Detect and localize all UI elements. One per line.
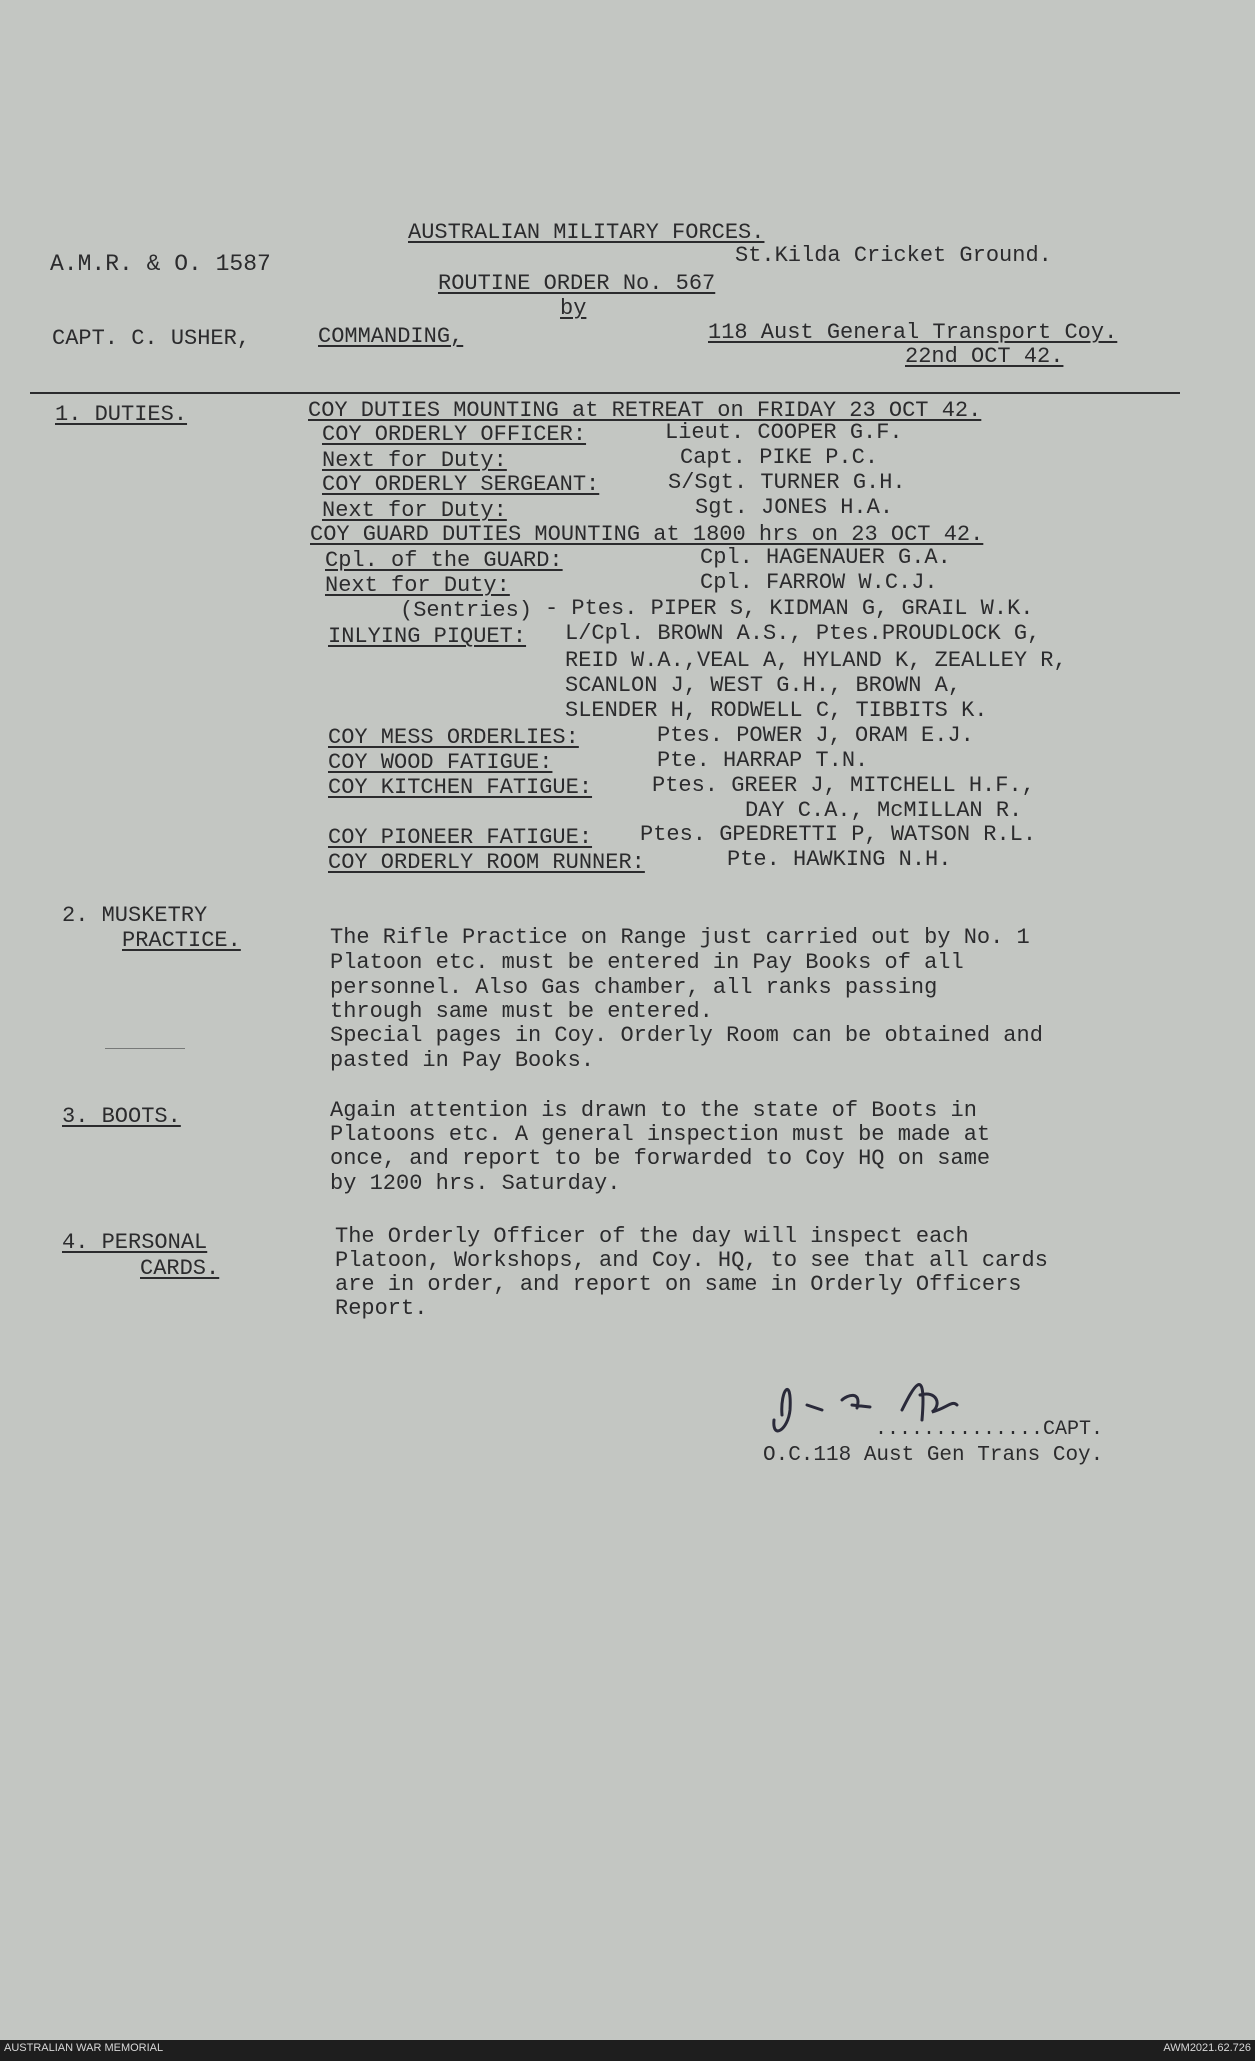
duties-value-18: Ptes. GPEDRETTI P, WATSON R.L.	[640, 822, 1037, 847]
location: St.Kilda Cricket Ground.	[735, 243, 1052, 268]
duties-value-10: L/Cpl. BROWN A.S., Ptes.PROUDLOCK G,	[565, 621, 1041, 646]
duties-label-16: COY KITCHEN FATIGUE:	[328, 775, 593, 800]
boots-line-1: Again attention is drawn to the state of Boots in	[330, 1098, 977, 1123]
duties-value-9: - Ptes. PIPER S, KIDMAN G, GRAIL W.K.	[545, 596, 1034, 621]
duties-label-10: INLYING PIQUET:	[328, 624, 527, 649]
organisation-title: AUSTRALIAN MILITARY FORCES.	[408, 220, 765, 245]
duties-value-7: Cpl. HAGENAUER G.A.	[700, 545, 951, 570]
duties-label-4: COY ORDERLY SERGEANT:	[322, 472, 600, 497]
musketry-line-4: through same must be entered.	[330, 999, 713, 1024]
duties-label-5: Next for Duty:	[322, 498, 507, 523]
duties-label-14: COY MESS ORDERLIES:	[328, 725, 579, 750]
musketry-line-3: personnel. Also Gas chamber, all ranks passing	[330, 975, 938, 1000]
duties-label-15: COY WOOD FATIGUE:	[328, 750, 553, 775]
captain-name: CAPT. C. USHER,	[52, 326, 251, 351]
duties-label-7: Cpl. of the GUARD:	[325, 548, 563, 573]
duties-value-13: SLENDER H, RODWELL C, TIBBITS K.	[565, 698, 988, 723]
duties-label-18: COY PIONEER FATIGUE:	[328, 825, 593, 850]
commanding-label: COMMANDING,	[318, 324, 464, 349]
duties-label-8: Next for Duty:	[325, 573, 510, 598]
duties-value-17: DAY C.A., McMILLAN R.	[745, 798, 1023, 823]
musketry-line-6: pasted in Pay Books.	[330, 1048, 595, 1073]
duties-label-19: COY ORDERLY ROOM RUNNER:	[328, 850, 645, 875]
erased-mark	[105, 1048, 185, 1049]
cards-line-2: Platoon, Workshops, and Coy. HQ, to see that all cards	[335, 1248, 1048, 1273]
duties-value-19: Pte. HAWKING N.H.	[727, 847, 952, 872]
section-musketry-heading-2: PRACTICE.	[122, 928, 241, 953]
duties-value-11: REID W.A.,VEAL A, HYLAND K, ZEALLEY R,	[565, 648, 1067, 673]
signature-dots-capt: ..............CAPT.	[875, 1418, 1104, 1441]
duties-value-14: Ptes. POWER J, ORAM E.J.	[657, 723, 974, 748]
order-date: 22nd OCT 42.	[905, 344, 1064, 369]
amr-reference: A.M.R. & O. 1587	[50, 251, 271, 277]
oc-signature-line: O.C.118 Aust Gen Trans Coy.	[763, 1444, 1104, 1467]
duties-label-9: (Sentries)	[400, 598, 533, 623]
duties-line-6: COY GUARD DUTIES MOUNTING at 1800 hrs on 23 OCT 42.	[310, 522, 984, 547]
duties-value-12: SCANLON J, WEST G.H., BROWN A,	[565, 673, 962, 698]
duties-line-1: COY DUTIES MOUNTING at RETREAT on FRIDAY 23 OCT 42.	[308, 398, 982, 423]
cards-line-3: are in order, and report on same in Orderly Officers	[335, 1272, 1022, 1297]
order-number: ROUTINE ORDER No. 567	[438, 271, 716, 296]
section-duties-heading: 1. DUTIES.	[55, 402, 188, 427]
cards-line-4: Report.	[335, 1296, 428, 1321]
section-boots-heading: 3. BOOTS.	[62, 1104, 181, 1129]
duties-label-2: COY ORDERLY OFFICER:	[322, 422, 587, 447]
footer-archive-name: AUSTRALIAN WAR MEMORIAL	[4, 2042, 164, 2054]
by-word: by	[560, 296, 587, 321]
section-musketry-heading: 2. MUSKETRY	[62, 903, 208, 928]
boots-line-4: by 1200 hrs. Saturday.	[330, 1171, 621, 1196]
musketry-line-5: Special pages in Coy. Orderly Room can be obtained and	[330, 1023, 1043, 1048]
duties-value-16: Ptes. GREER J, MITCHELL H.F.,	[652, 773, 1035, 798]
duties-value-15: Pte. HARRAP T.N.	[657, 748, 869, 773]
header-rule	[30, 392, 1180, 394]
section-cards-heading: 4. PERSONAL	[62, 1230, 208, 1255]
duties-label-3: Next for Duty:	[322, 448, 507, 473]
boots-line-2: Platoons etc. A general inspection must be made at	[330, 1122, 991, 1147]
duties-value-2: Lieut. COOPER G.F.	[665, 420, 903, 445]
footer-accession-number: AWM2021.62.726	[1163, 2042, 1251, 2054]
duties-value-5: Sgt. JONES H.A.	[695, 495, 894, 520]
section-cards-heading-2: CARDS.	[140, 1256, 220, 1281]
musketry-line-1: The Rifle Practice on Range just carried out by No. 1	[330, 925, 1030, 950]
musketry-line-2: Platoon etc. must be entered in Pay Books of all	[330, 950, 964, 975]
boots-line-3: once, and report to be forwarded to Coy HQ on same	[330, 1146, 991, 1171]
unit-name: 118 Aust General Transport Coy.	[708, 320, 1118, 345]
duties-value-3: Capt. PIKE P.C.	[680, 445, 879, 470]
cards-line-1: The Orderly Officer of the day will inspect each	[335, 1224, 969, 1249]
duties-value-8: Cpl. FARROW W.C.J.	[700, 570, 938, 595]
duties-value-4: S/Sgt. TURNER G.H.	[668, 470, 906, 495]
